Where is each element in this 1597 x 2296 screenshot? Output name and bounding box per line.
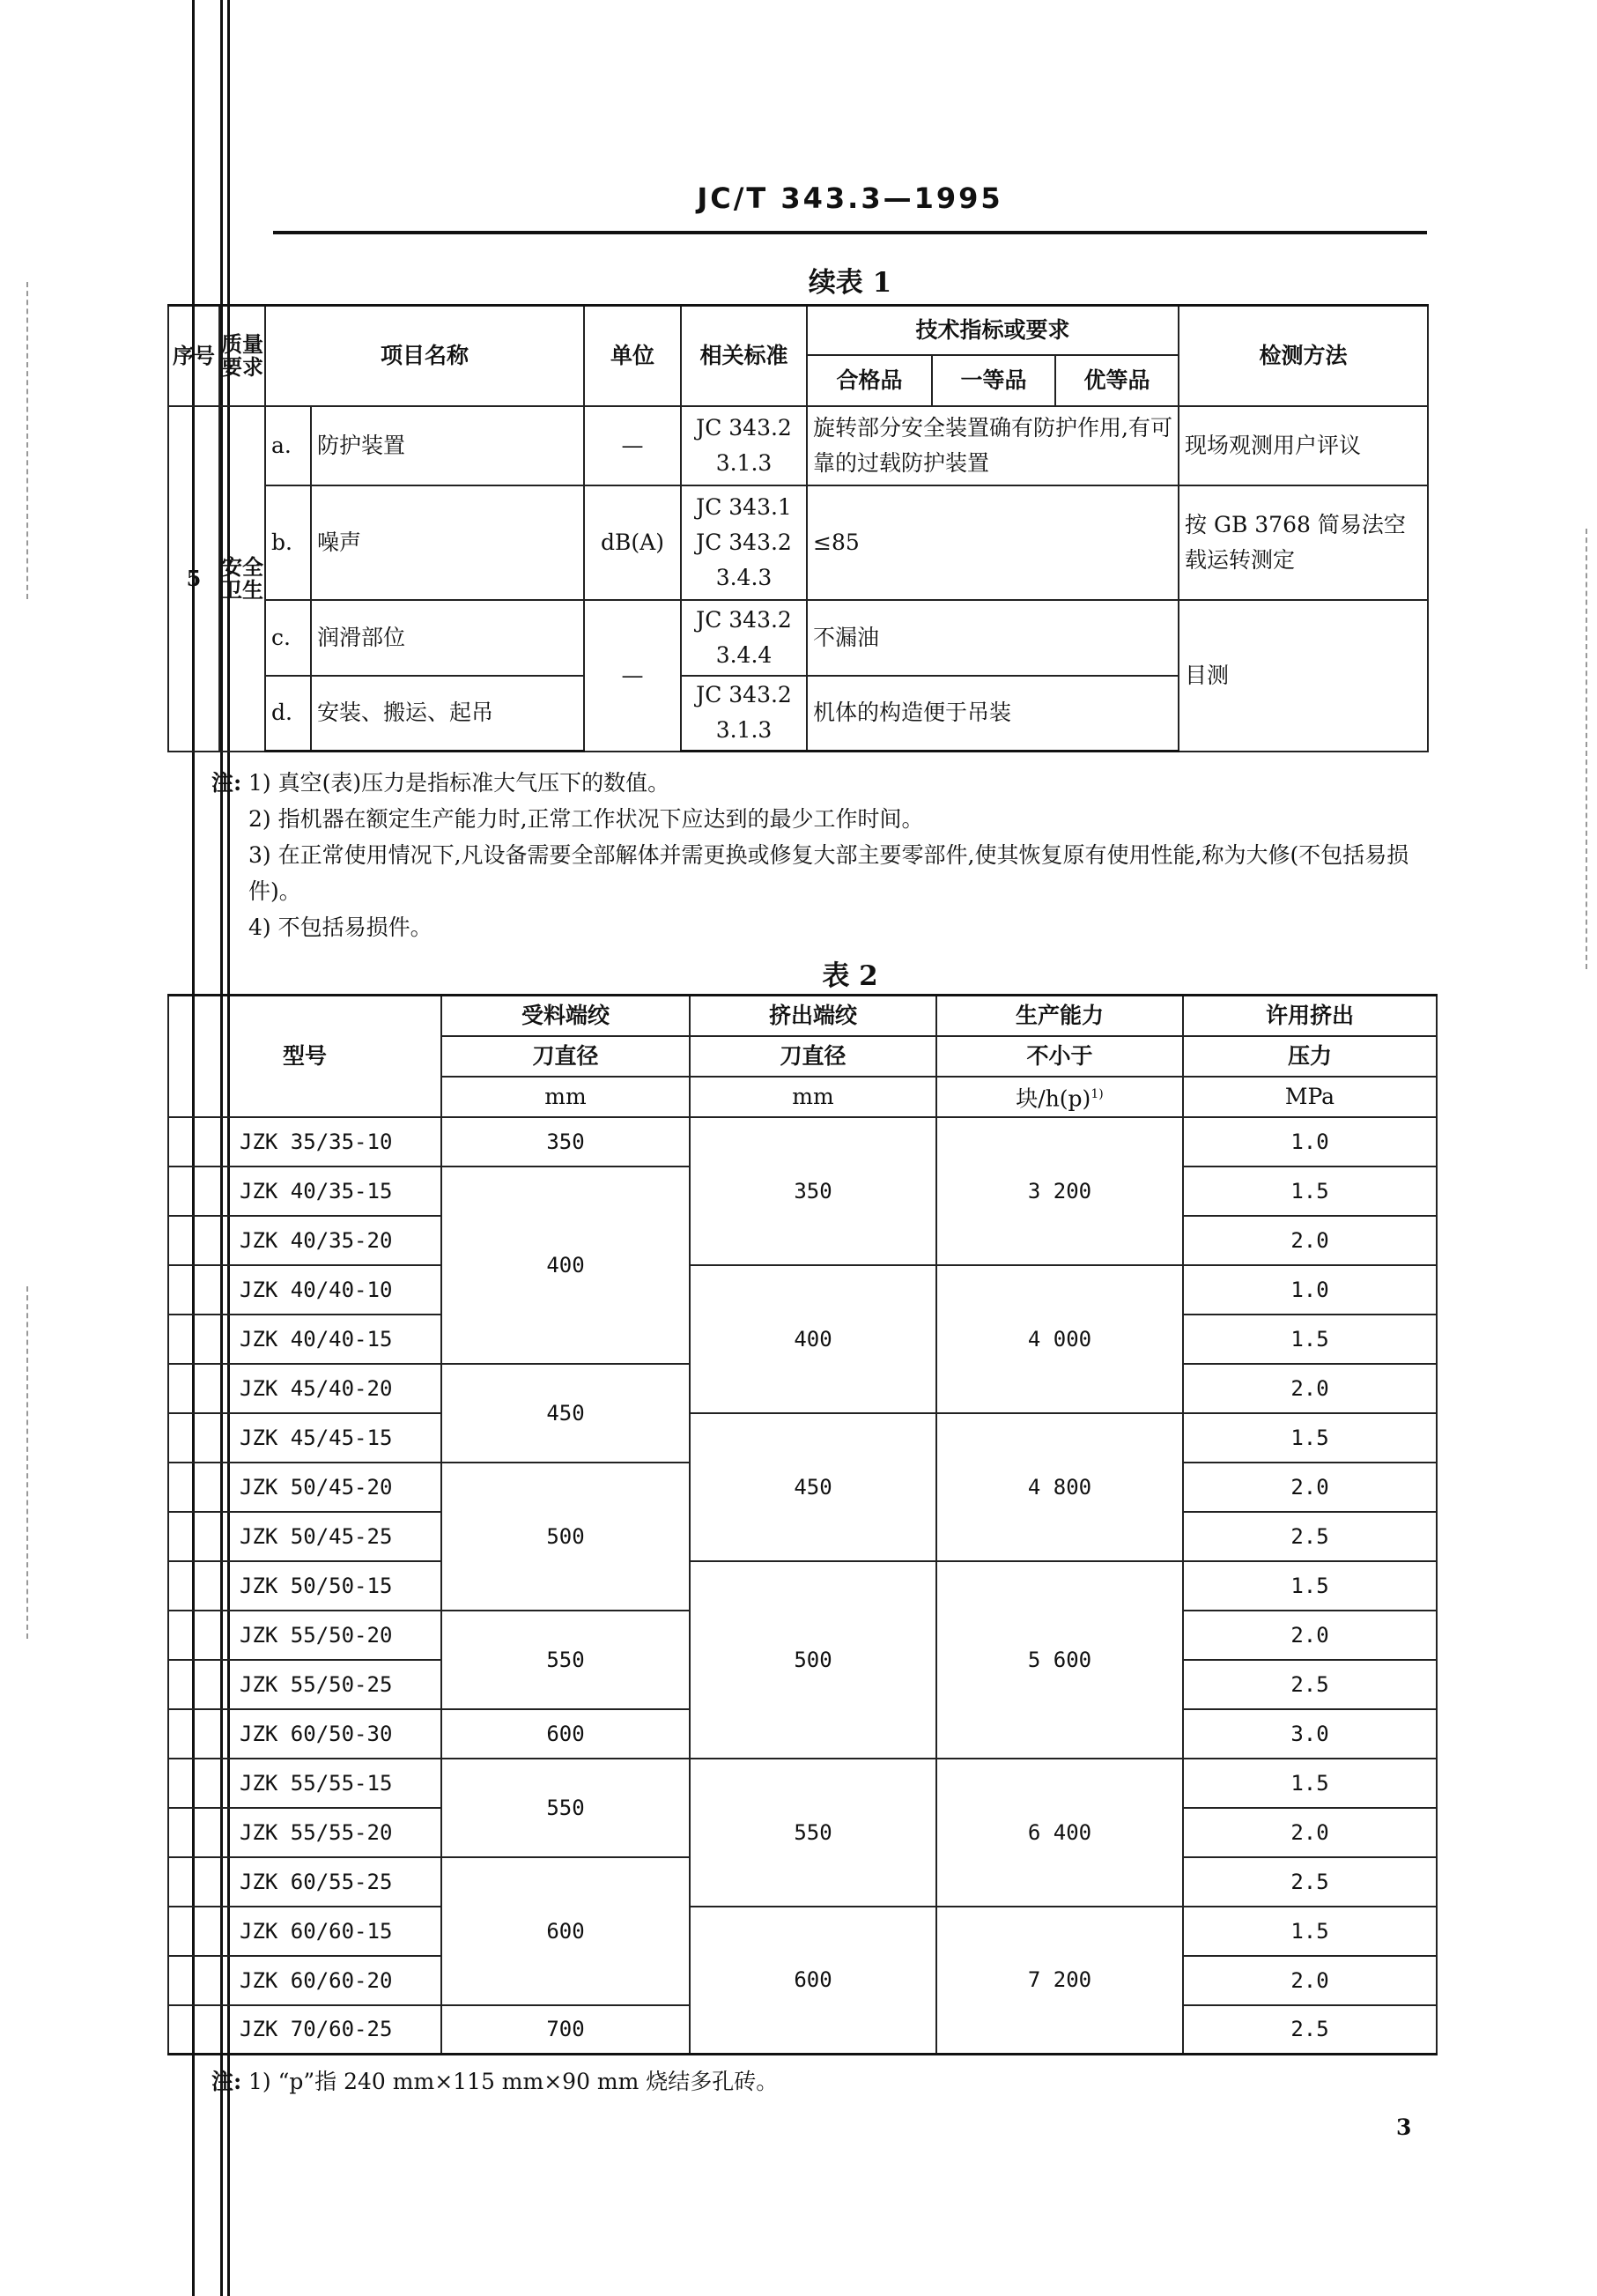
capacity-cell: 3 200 [936, 1117, 1183, 1265]
row-method: 按 GB 3768 简易法空载运转测定 [1179, 485, 1428, 600]
header-model: 型号 [168, 996, 441, 1117]
pressure-cell: 2.5 [1183, 2005, 1437, 2055]
model-cell: JZK 55/50-25 [168, 1660, 441, 1709]
row-unit: — [584, 600, 681, 752]
model-cell: JZK 55/50-20 [168, 1611, 441, 1660]
row-letter: b. [265, 485, 311, 600]
header-rule [273, 231, 1427, 234]
note-text: 1) “p”指 240 mm×115 mm×90 mm 烧结多孔砖。 [248, 2069, 779, 2094]
table-row [168, 1265, 1437, 1315]
unit-pressure: MPa [1183, 1077, 1437, 1117]
standard-line: JC 343.1 [696, 493, 792, 520]
row-spec: 机体的构造便于吊装 [807, 676, 1179, 752]
pressure-cell: 2.0 [1183, 1463, 1437, 1512]
table1 [167, 304, 1429, 752]
feed-diameter-cell: 500 [441, 1463, 690, 1611]
standard-line: 3.1.3 [715, 449, 773, 476]
note-label: 注: [211, 770, 242, 796]
note-row [211, 2063, 1436, 2100]
row-method: 目测 [1179, 600, 1428, 752]
feed-diameter-cell: 600 [441, 1857, 690, 2005]
model-cell: JZK 60/60-20 [168, 1956, 441, 2005]
note-row [211, 801, 1436, 837]
scan-dash-line [26, 282, 28, 599]
standard-line: 3.4.3 [715, 564, 773, 590]
pressure-cell: 3.0 [1183, 1709, 1437, 1759]
note-text: 3) 在正常使用情况下,凡设备需要全部解体并需更换或修复大部主要零部件,使其恢复原有使用性能,称为大修(不包括易损件)。 [248, 842, 1409, 904]
scan-dash-line [1586, 529, 1587, 969]
model-cell: JZK 45/45-15 [168, 1413, 441, 1463]
row-standard [681, 600, 807, 676]
feed-diameter-cell: 550 [441, 1759, 690, 1857]
pressure-cell: 2.5 [1183, 1512, 1437, 1561]
pressure-cell: 2.5 [1183, 1857, 1437, 1907]
unit-feed: mm [441, 1077, 690, 1117]
standard-line: JC 343.2 [696, 606, 792, 633]
feed-diameter-cell: 400 [441, 1167, 690, 1364]
row-item: 防护装置 [311, 406, 584, 485]
row-method: 现场观测用户评议 [1179, 406, 1428, 485]
table1-title: 续表 1 [808, 267, 892, 299]
row-letter: d. [265, 676, 311, 752]
table-row [168, 600, 1428, 676]
pressure-cell: 1.5 [1183, 1315, 1437, 1364]
table-row [168, 406, 1428, 485]
pressure-cell: 1.5 [1183, 1167, 1437, 1216]
feed-diameter-cell: 550 [441, 1611, 690, 1709]
table-row [168, 1413, 1437, 1463]
unit-capacity-footnote: 1) [1091, 1086, 1104, 1101]
note-text: 4) 不包括易损件。 [248, 915, 433, 940]
model-cell: JZK 70/60-25 [168, 2005, 441, 2055]
model-cell: JZK 35/35-10 [168, 1117, 441, 1167]
row-spec: 旋转部分安全装置确有防护作用,有可靠的过载防护装置 [807, 406, 1179, 485]
extrude-diameter-cell: 500 [690, 1561, 936, 1759]
header-method: 检测方法 [1179, 306, 1428, 406]
table2-title: 表 2 [822, 960, 878, 992]
model-cell: JZK 45/40-20 [168, 1364, 441, 1413]
unit-capacity [936, 1077, 1183, 1117]
note-row [211, 837, 1436, 909]
group-quality: 安全卫生 [219, 406, 265, 752]
header-grade-first: 一等品 [932, 355, 1055, 406]
header-spec: 技术指标或要求 [807, 306, 1179, 355]
table-row [168, 1759, 1437, 1808]
header-unit: 单位 [584, 306, 681, 406]
header-seq: 序号 [168, 306, 219, 406]
feed-diameter-cell: 350 [441, 1117, 690, 1167]
pressure-cell: 1.5 [1183, 1759, 1437, 1808]
standard-code-header: JC/T 343.3—1995 [697, 181, 1003, 215]
capacity-cell: 6 400 [936, 1759, 1183, 1907]
pressure-cell: 2.5 [1183, 1660, 1437, 1709]
pressure-cell: 1.5 [1183, 1413, 1437, 1463]
header-feed-2: 刀直径 [441, 1036, 690, 1077]
model-cell: JZK 60/55-25 [168, 1857, 441, 1907]
feed-diameter-cell: 600 [441, 1709, 690, 1759]
extrude-diameter-cell: 400 [690, 1265, 936, 1413]
row-letter: c. [265, 600, 311, 676]
page-number: 3 [1396, 2115, 1412, 2140]
model-cell: JZK 40/40-10 [168, 1265, 441, 1315]
model-cell: JZK 50/45-20 [168, 1463, 441, 1512]
pressure-cell: 2.0 [1183, 1611, 1437, 1660]
extrude-diameter-cell: 350 [690, 1117, 936, 1265]
pressure-cell: 2.0 [1183, 1808, 1437, 1857]
standard-line: 3.4.4 [715, 641, 773, 668]
model-cell: JZK 55/55-20 [168, 1808, 441, 1857]
row-unit: — [584, 406, 681, 485]
capacity-cell: 7 200 [936, 1907, 1183, 2055]
row-item: 噪声 [311, 485, 584, 600]
header-grade-excellent: 优等品 [1055, 355, 1179, 406]
pressure-cell: 1.0 [1183, 1117, 1437, 1167]
row-standard [681, 485, 807, 600]
capacity-cell: 4 000 [936, 1265, 1183, 1413]
standard-line: 3.1.3 [715, 717, 773, 744]
extrude-diameter-cell: 450 [690, 1413, 936, 1561]
table1-notes [211, 765, 1436, 945]
model-cell: JZK 50/50-15 [168, 1561, 441, 1611]
row-standard [681, 406, 807, 485]
note-row [211, 765, 1436, 801]
table2-body [168, 1117, 1437, 2055]
row-letter: a. [265, 406, 311, 485]
row-standard [681, 676, 807, 752]
note-label: 注: [211, 2069, 242, 2094]
feed-diameter-cell: 450 [441, 1364, 690, 1463]
row-item: 润滑部位 [311, 600, 584, 676]
header-extrude-1: 挤出端绞 [690, 996, 936, 1036]
row-spec: 不漏油 [807, 600, 1179, 676]
note-text: 1) 真空(表)压力是指标准大气压下的数值。 [248, 770, 670, 796]
header-capacity-2: 不小于 [936, 1036, 1183, 1077]
model-cell: JZK 55/55-15 [168, 1759, 441, 1808]
table-row [168, 1561, 1437, 1611]
table1-header-row [168, 306, 1428, 355]
unit-capacity-text: 块/h(p) [1016, 1085, 1091, 1112]
model-cell: JZK 60/60-15 [168, 1907, 441, 1956]
header-capacity-1: 生产能力 [936, 996, 1183, 1036]
table2 [167, 994, 1438, 2055]
note-text: 2) 指机器在额定生产能力时,正常工作状况下应达到的最少工作时间。 [248, 806, 924, 832]
standard-line: JC 343.2 [696, 414, 792, 441]
header-pressure-1: 许用挤出 [1183, 996, 1437, 1036]
pressure-cell: 2.0 [1183, 1216, 1437, 1265]
row-item: 安装、搬运、起吊 [311, 676, 584, 752]
pressure-cell: 1.0 [1183, 1265, 1437, 1315]
model-cell: JZK 50/45-25 [168, 1512, 441, 1561]
header-grade-qualified: 合格品 [807, 355, 932, 406]
header-quality: 质量要求 [219, 306, 265, 406]
scan-dash-line [26, 1286, 28, 1639]
model-cell: JZK 40/35-20 [168, 1216, 441, 1265]
header-pressure-2: 压力 [1183, 1036, 1437, 1077]
header-extrude-2: 刀直径 [690, 1036, 936, 1077]
table2-header-row [168, 996, 1437, 1036]
table-row [168, 1907, 1437, 1956]
standard-line: JC 343.2 [696, 529, 792, 555]
table2-notes [211, 2063, 1436, 2100]
model-cell: JZK 40/35-15 [168, 1167, 441, 1216]
pressure-cell: 2.0 [1183, 1956, 1437, 2005]
pressure-cell: 1.5 [1183, 1907, 1437, 1956]
model-cell: JZK 40/40-15 [168, 1315, 441, 1364]
extrude-diameter-cell: 550 [690, 1759, 936, 1907]
model-cell: JZK 60/50-30 [168, 1709, 441, 1759]
capacity-cell: 4 800 [936, 1413, 1183, 1561]
table-row [168, 1117, 1437, 1167]
standard-line: JC 343.2 [696, 682, 792, 708]
note-row [211, 909, 1436, 945]
table-row [168, 485, 1428, 600]
pressure-cell: 2.0 [1183, 1364, 1437, 1413]
pressure-cell: 1.5 [1183, 1561, 1437, 1611]
header-item: 项目名称 [265, 306, 584, 406]
header-feed-1: 受料端绞 [441, 996, 690, 1036]
capacity-cell: 5 600 [936, 1561, 1183, 1759]
row-spec: ≤85 [807, 485, 1179, 600]
extrude-diameter-cell: 600 [690, 1907, 936, 2055]
header-standard: 相关标准 [681, 306, 807, 406]
group-seq: 5 [168, 406, 219, 752]
row-unit: dB(A) [584, 485, 681, 600]
feed-diameter-cell: 700 [441, 2005, 690, 2055]
unit-extrude: mm [690, 1077, 936, 1117]
